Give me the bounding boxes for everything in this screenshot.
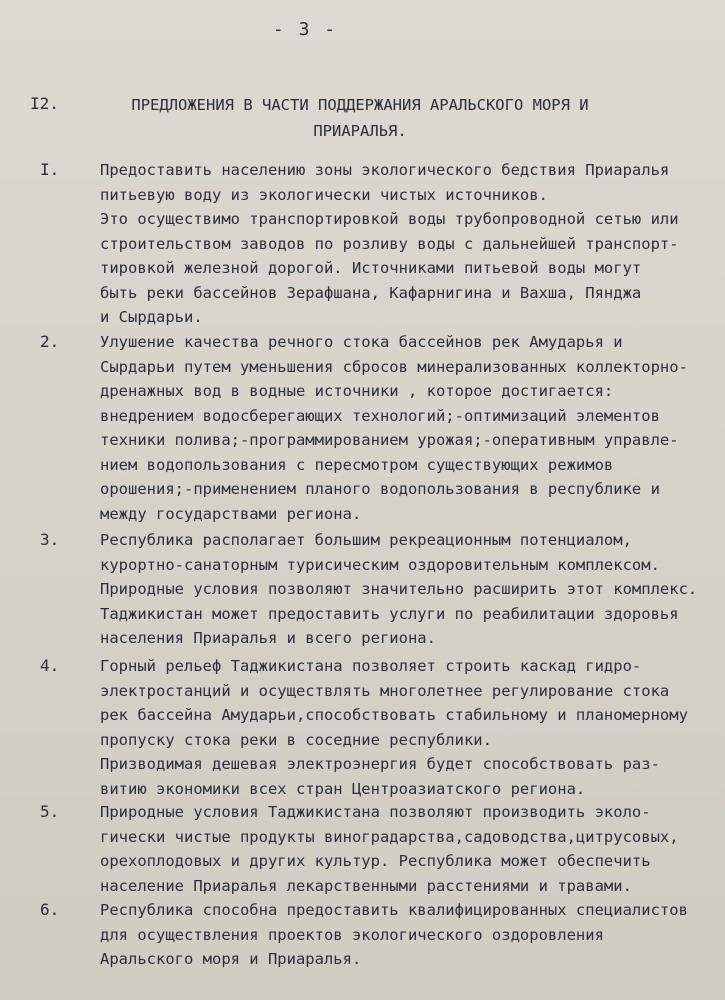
text-line: орехоплодовых и других культур. Республика может обеспечить xyxy=(100,852,651,870)
text-line: электростанций и осуществлять многолетнее регулирование стока xyxy=(100,681,670,700)
text-line: тировкой железной дорогой. Источниками питьевой воды могут xyxy=(100,259,642,277)
text-line: населения Приаралья и всего региона. xyxy=(100,629,436,647)
text-line: Сырдарьи путем уменьшения сбросов минерализованных коллекторно- xyxy=(100,357,688,376)
text-line: орошения;-применением планого водопользования в республике и xyxy=(100,480,660,498)
text-line: питьевую воду из экологически чистых источников. xyxy=(100,185,548,204)
text-line: курортно-санаторным турисическим оздоровительным комплексом. xyxy=(100,555,660,574)
text-line: рек бассейна Амударьи,способствовать стабильному и планомерному xyxy=(100,706,688,724)
text-line: Таджикистан может предоставить услуги по реабилитации здоровья xyxy=(100,604,679,623)
text-line: Природные условия позволяют значительно расширить этот комплекс. xyxy=(100,580,698,598)
item-number: 2. xyxy=(40,332,60,351)
section-title-line: ПРЕДЛОЖЕНИЯ В ЧАСТИ ПОДДЕРЖАНИЯ АРАЛЬСКОГО МОРЯ И xyxy=(131,96,589,114)
text-line: Предоставить населению зоны экологического бедствия Приаралья xyxy=(100,161,670,179)
text-line: Призводимая дешевая электроэнергия будет способствовать раз- xyxy=(100,755,660,773)
text-line: гически чистые продукты виноградарства,садоводства,цитрусовых, xyxy=(100,827,679,846)
text-line: и Сырдарьи. xyxy=(100,308,203,326)
item-number: 6. xyxy=(40,900,60,919)
text-line: Это осуществимо транспортировкой воды трубопроводной сетью или xyxy=(100,210,679,228)
text-line: Улушение качества речного стока бассейнов рек Амударья и xyxy=(100,333,623,351)
text-line: Горный рельеф Таджикистана позволяет строить каскад гидро- xyxy=(100,657,642,675)
item-text xyxy=(100,654,705,801)
section-number: I2. xyxy=(30,94,59,113)
text-line: витию экономики всех стран Центроазиатского региона. xyxy=(100,779,586,798)
item-text xyxy=(100,158,705,330)
text-line: Республика способна предоставить квалифицированных специалистов xyxy=(100,901,688,919)
item-text xyxy=(100,330,705,526)
text-line: Природные условия Таджикистана позволяют производить эколо- xyxy=(100,803,651,821)
text-line: дренажных вод в водные источники , которое достигается: xyxy=(100,382,614,400)
text-line: между государствами региона. xyxy=(100,504,362,523)
item-text xyxy=(100,800,705,898)
section-title xyxy=(100,92,620,144)
item-number: 5. xyxy=(40,802,60,821)
section-title-line: ПРИАРАЛЬЯ. xyxy=(313,122,407,140)
item-text xyxy=(100,528,705,651)
text-line: быть реки бассейнов Зерафшана, Кафарнигина и Вахша, Пянджа xyxy=(100,283,642,302)
text-line: население Приаралья лекарственными расстениями и травами. xyxy=(100,876,632,895)
text-line: пропуску стока реки в соседние республики. xyxy=(100,730,492,749)
page-number: - 3 - xyxy=(272,19,338,40)
item-number: 4. xyxy=(40,656,60,675)
text-line: строительством заводов по розливу воды с дальнейшей транспорт- xyxy=(100,234,679,253)
text-line: для осуществления проектов экологического оздоровления xyxy=(100,925,604,944)
item-number: 3. xyxy=(40,530,60,549)
item-text xyxy=(100,898,705,972)
text-line: нием водопользования с пересмотром существующих режимов xyxy=(100,455,614,474)
text-line: Республика располагает большим рекреационным потенциалом, xyxy=(100,531,632,549)
text-line: внедрением водосберегающих технологий;-оптимизаций элементов xyxy=(100,406,660,425)
text-line: Аральского моря и Приаралья. xyxy=(100,950,362,968)
item-number: I. xyxy=(40,160,60,179)
text-line: техники полива;-программированием урожая;-оперативным управле- xyxy=(100,431,679,449)
